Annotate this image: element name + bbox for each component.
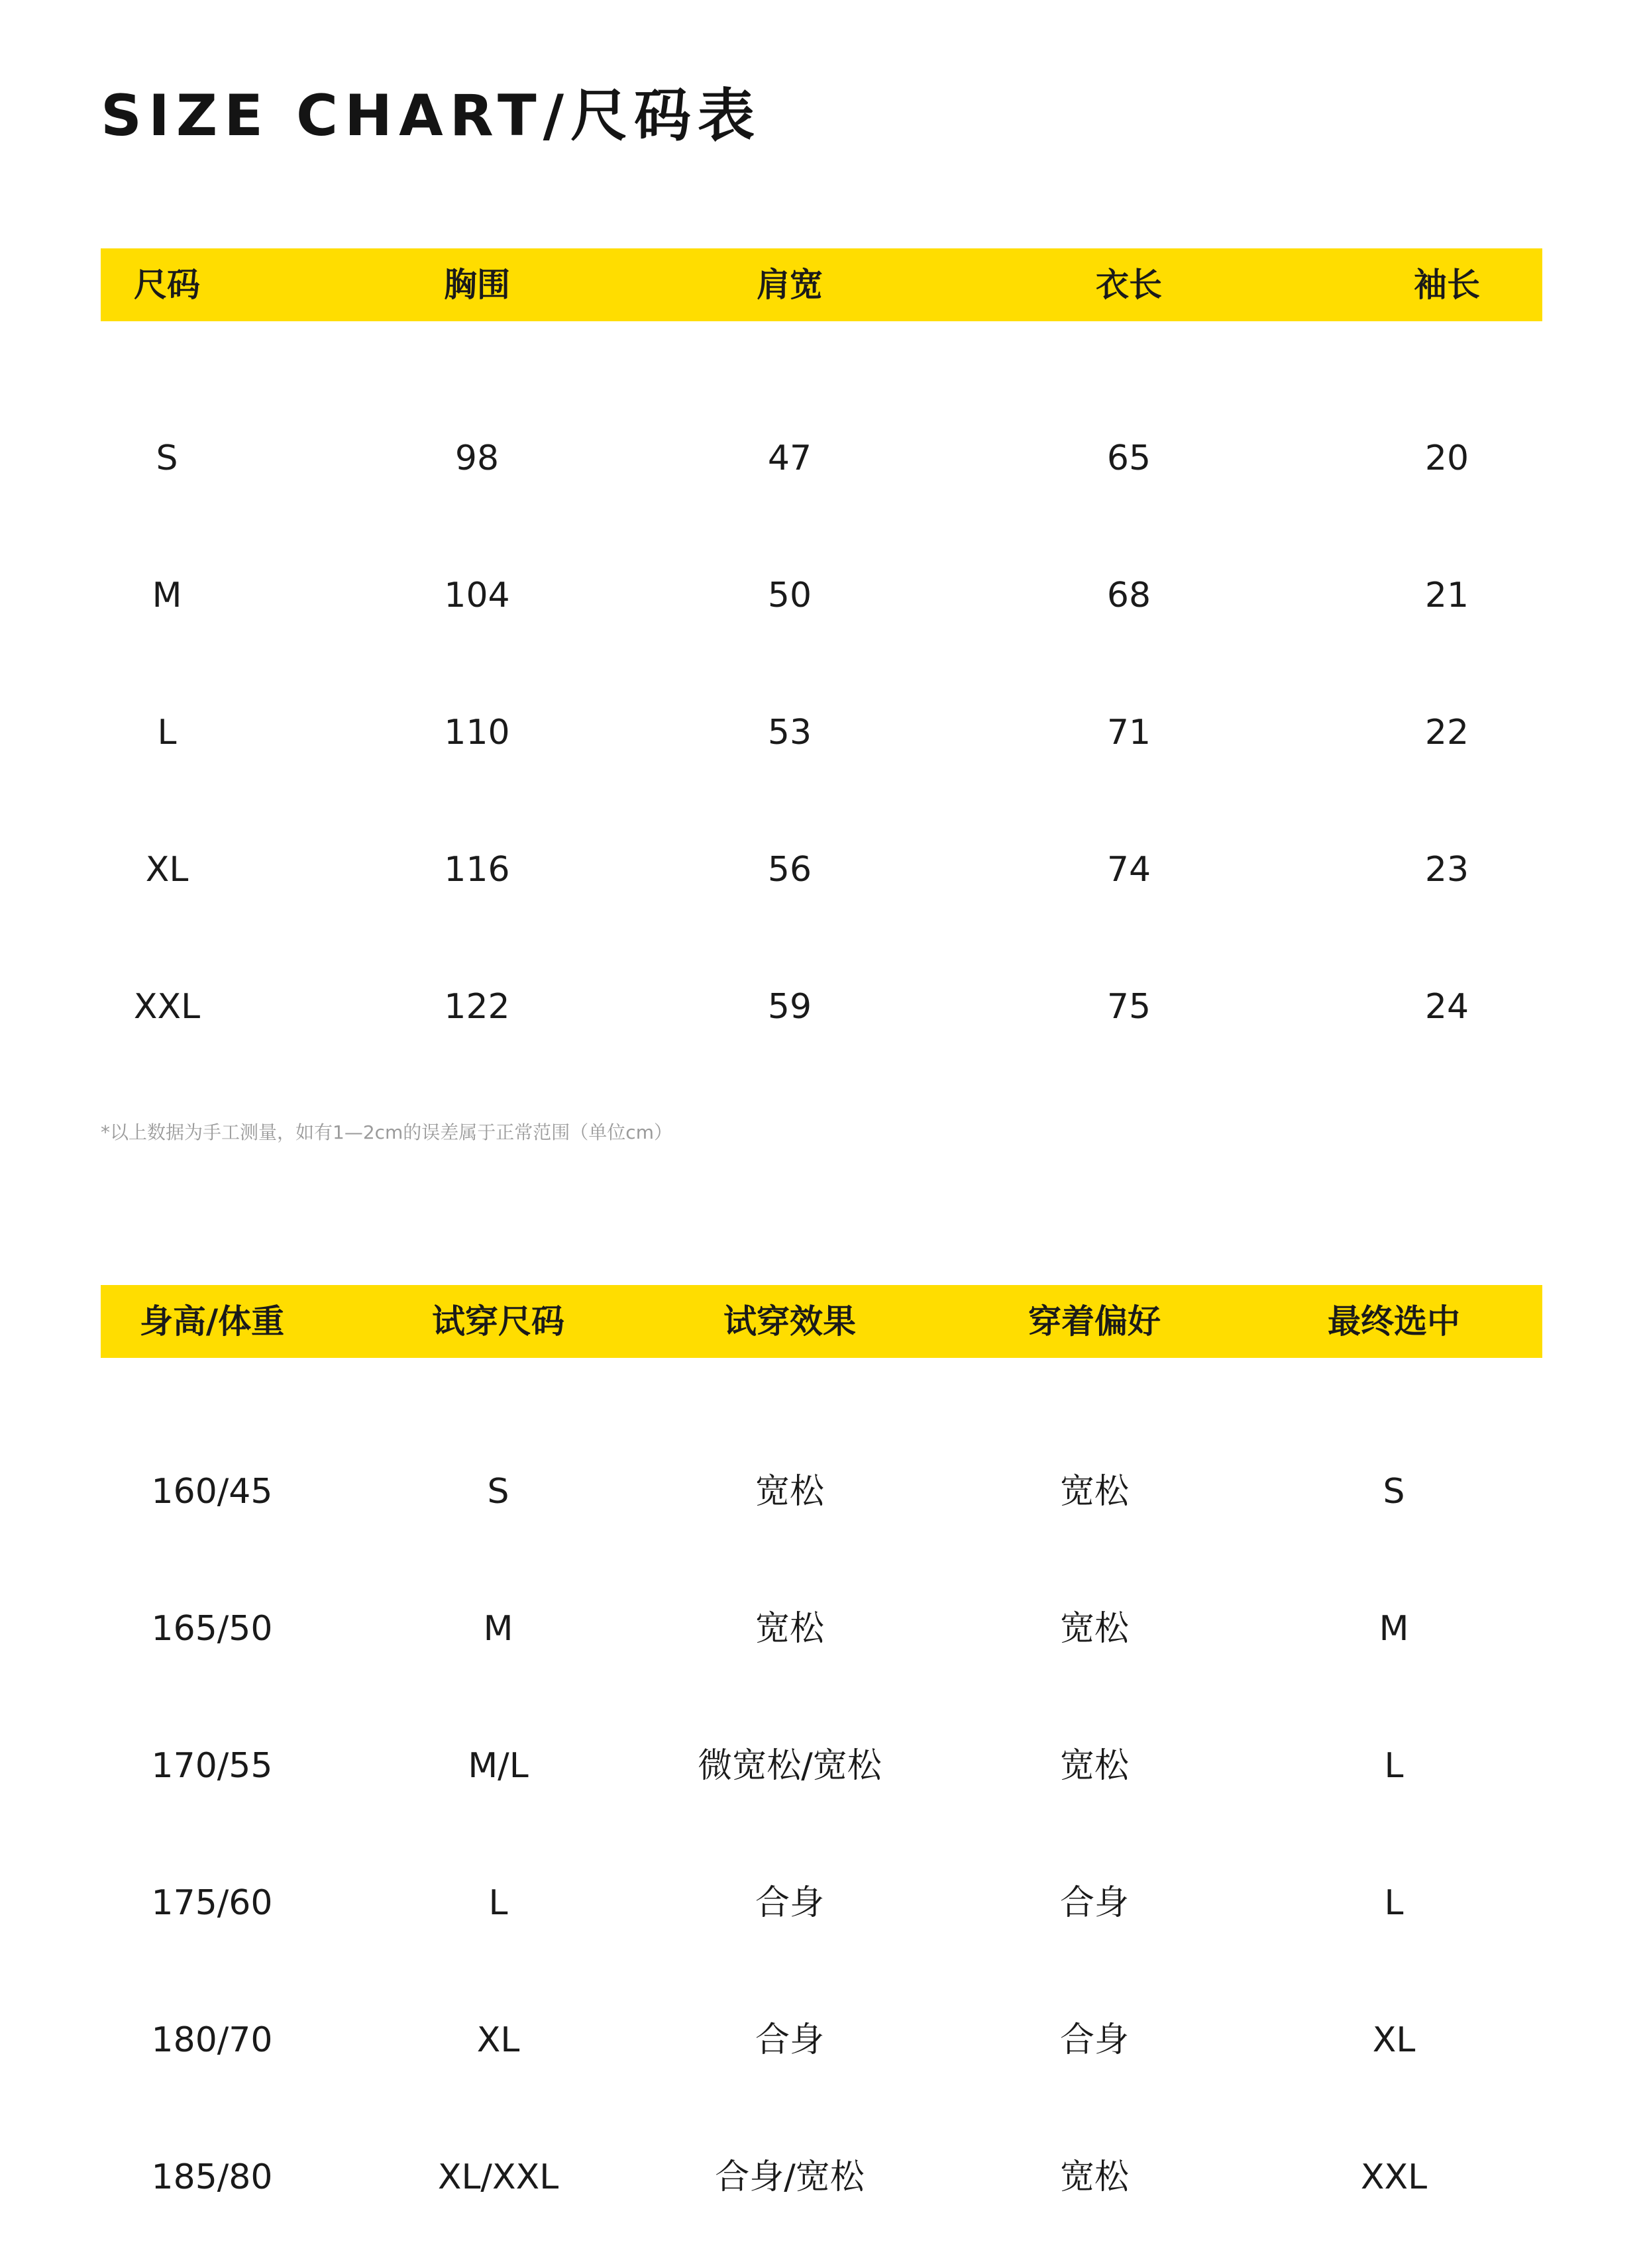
cell-length: 74 — [1106, 850, 1151, 890]
cell-shoulder: 59 — [767, 987, 812, 1027]
table-row — [101, 2000, 1542, 2080]
cell-tried-size: M — [483, 1609, 513, 1649]
measurement-note: *以上数据为手工测量，如有1—2cm的误差属于正常范围（单位cm） — [101, 1121, 672, 1143]
size-chart-table — [101, 248, 1542, 1027]
cell-preference: 宽松 — [1059, 1472, 1130, 1512]
cell-fit-effect: 合身 — [755, 2020, 825, 2060]
cell-sleeve: 20 — [1424, 438, 1469, 478]
cell-height-weight: 170/55 — [151, 1746, 273, 1786]
cell-preference: 宽松 — [1059, 1746, 1130, 1786]
cell-final-choice: M — [1379, 1609, 1409, 1649]
cell-height-weight: 185/80 — [151, 2157, 273, 2197]
cell-sleeve: 22 — [1424, 713, 1469, 752]
cell-tried-size: L — [488, 1883, 508, 1923]
cell-final-choice: L — [1384, 1883, 1404, 1923]
cell-fit-effect: 合身/宽松 — [715, 2157, 865, 2197]
cell-chest: 98 — [454, 438, 500, 478]
size-chart-header-row — [101, 248, 1542, 321]
cell-size: M — [152, 576, 182, 615]
cell-size: L — [157, 713, 177, 752]
table-row — [101, 2138, 1542, 2217]
fit-header-row — [101, 1285, 1542, 1358]
cell-final-choice: S — [1383, 1472, 1405, 1512]
cell-shoulder: 50 — [767, 576, 812, 615]
cell-size: XXL — [133, 987, 201, 1027]
table-row — [101, 1589, 1542, 1669]
page-title: SIZE CHART/尺码表 — [101, 83, 762, 149]
cell-preference: 宽松 — [1059, 1609, 1130, 1649]
cell-height-weight: 165/50 — [151, 1609, 273, 1649]
cell-chest: 104 — [444, 576, 510, 615]
cell-shoulder: 47 — [767, 438, 812, 478]
cell-final-choice: XL — [1372, 2020, 1416, 2060]
header-fit-effect: 试穿效果 — [723, 1302, 856, 1341]
cell-height-weight: 180/70 — [151, 2020, 273, 2060]
table-row — [101, 1726, 1542, 1806]
table-row — [101, 830, 1542, 909]
cell-fit-effect: 宽松 — [755, 1609, 825, 1649]
cell-chest: 110 — [444, 713, 510, 752]
header-height-weight: 身高/体重 — [139, 1302, 285, 1341]
cell-length: 68 — [1106, 576, 1151, 615]
cell-height-weight: 175/60 — [151, 1883, 273, 1923]
header-chest: 胸围 — [444, 266, 510, 304]
cell-chest: 122 — [444, 987, 510, 1027]
cell-tried-size: M/L — [468, 1746, 529, 1786]
cell-preference: 合身 — [1059, 1883, 1130, 1923]
cell-sleeve: 23 — [1424, 850, 1469, 890]
cell-chest: 116 — [444, 850, 510, 890]
table-row — [101, 1452, 1542, 1531]
cell-sleeve: 24 — [1424, 987, 1469, 1027]
header-tried-size: 试穿尺码 — [432, 1302, 564, 1341]
cell-tried-size: XL — [476, 2020, 520, 2060]
cell-length: 71 — [1106, 713, 1151, 752]
header-length: 衣长 — [1096, 266, 1162, 304]
cell-fit-effect: 合身 — [755, 1883, 825, 1923]
cell-length: 65 — [1106, 438, 1151, 478]
cell-preference: 宽松 — [1059, 2157, 1130, 2197]
header-shoulder: 肩宽 — [757, 266, 823, 304]
header-sleeve: 袖长 — [1414, 266, 1480, 304]
cell-final-choice: XXL — [1360, 2157, 1428, 2197]
cell-shoulder: 56 — [767, 850, 812, 890]
cell-sleeve: 21 — [1424, 576, 1469, 615]
table-row — [101, 967, 1542, 1047]
header-preference: 穿着偏好 — [1028, 1302, 1161, 1341]
table-row — [101, 419, 1542, 498]
cell-height-weight: 160/45 — [151, 1472, 273, 1512]
cell-final-choice: L — [1384, 1746, 1404, 1786]
cell-shoulder: 53 — [767, 713, 812, 752]
cell-fit-effect: 微宽松/宽松 — [698, 1746, 882, 1786]
cell-size: XL — [145, 850, 189, 890]
table-row — [101, 1863, 1542, 1943]
cell-length: 75 — [1106, 987, 1151, 1027]
cell-preference: 合身 — [1059, 2020, 1130, 2060]
cell-size: S — [156, 438, 178, 478]
table-row — [101, 556, 1542, 635]
fit-reference-table — [101, 1285, 1542, 2197]
cell-fit-effect: 宽松 — [755, 1472, 825, 1512]
header-final-choice: 最终选中 — [1328, 1302, 1460, 1341]
header-size: 尺码 — [134, 266, 200, 304]
cell-tried-size: XL/XXL — [437, 2157, 559, 2197]
cell-tried-size: S — [487, 1472, 509, 1512]
table-row — [101, 693, 1542, 772]
